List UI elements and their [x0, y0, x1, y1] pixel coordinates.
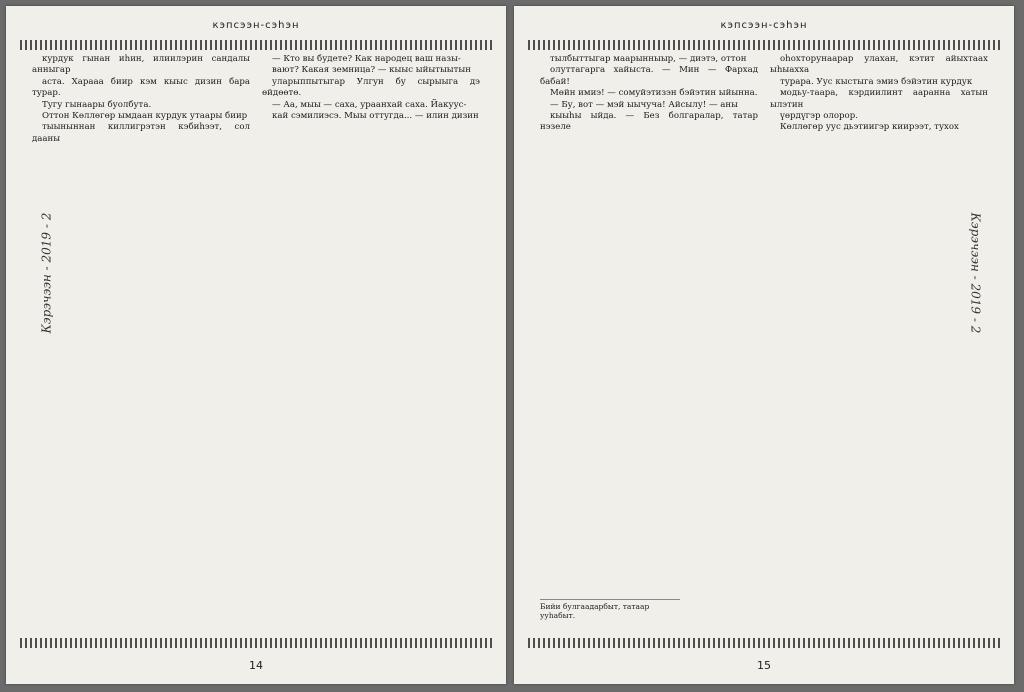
text-line: модьу-таара, кэрдиилинт ааранна хатын ылэтин — [770, 88, 988, 110]
ornament-border-bottom — [20, 638, 492, 648]
text-line: тылбыттыгар маарынныыр, — диэтэ, оттон — [550, 54, 747, 64]
footnote: Бийи булгаадарбыт, татаар ууhабыт. — [540, 599, 680, 620]
text-line: кай сэмилиэсэ. Мыы оттугда... — илин дизин — [272, 111, 479, 122]
text-line: вают? Какая земница? — кыыс ыйытыытын — [272, 65, 471, 76]
text-line: олуттагарга хайыста. — Мин — Фархад бабай! — [540, 65, 758, 87]
text-line: — Кто вы будете? Как народец ваш назы- — [272, 54, 461, 64]
text-line: Тугу гынаары буолбута. — [42, 99, 152, 110]
text-line: турара. Уус кыстыга эмиэ бэйэтин курдук — [780, 76, 973, 87]
text-column-1 — [540, 54, 758, 632]
text-line: уларыппытыгар Улгун бу сырыыга дэ өйдөөтө. — [262, 76, 480, 99]
ornament-border-bottom — [528, 638, 1000, 648]
page-number: 14 — [249, 659, 263, 672]
handwritten-margin-note: Кэрэчээн - 2019 - 2 — [968, 212, 983, 334]
ornament-border-top — [20, 40, 492, 50]
text-line: курдук гынан иhин, илиилэрин сандалы анныгар — [32, 54, 250, 76]
text-line: аста. Харааа биир кэм кыыс дизин бара турар. — [32, 76, 250, 99]
text-columns — [32, 54, 480, 632]
page-number: 15 — [757, 659, 771, 672]
text-column-1 — [32, 54, 250, 632]
text-line: — Бу, вот — мэй ыычуча! Айсылу! — аны — [550, 99, 738, 110]
page-header: кэпсээн-сэhэн — [720, 20, 808, 31]
ornament-border-top — [528, 40, 1000, 50]
text-line: Мөйн имиэ! — сомуйэтизэн бэйэтин ыйынна. — [550, 88, 758, 99]
text-columns — [540, 54, 988, 632]
text-line: Оттон Көллөгөр ымдаан курдук утаары биир — [42, 111, 248, 122]
page-header: кэпсээн-сэhэн — [212, 20, 300, 31]
text-column-2 — [770, 54, 988, 632]
text-line: тыыныннан киллигрэтэн кэбиhээт, сол дааны — [32, 122, 250, 144]
handwritten-margin-note: Кэрэчээн - 2019 - 2 — [39, 212, 54, 334]
left-page — [6, 6, 506, 684]
text-line: үөрдүгэр олорор. — [780, 111, 858, 122]
text-line: кыыhы ыйда. — Без болгаралар, татар нэзеле — [540, 111, 758, 133]
text-line: оhохторунаарар улахан, кэтит айыхтаах ыhыахха — [770, 54, 988, 76]
text-line: Көллөгөр уус дьэтиигэр киирээт, тухох — [780, 122, 959, 133]
right-page — [514, 6, 1014, 684]
text-column-2 — [262, 54, 480, 632]
text-line: — Аа, мыы — саха, ураанхай саха. Йакуус- — [272, 99, 467, 110]
